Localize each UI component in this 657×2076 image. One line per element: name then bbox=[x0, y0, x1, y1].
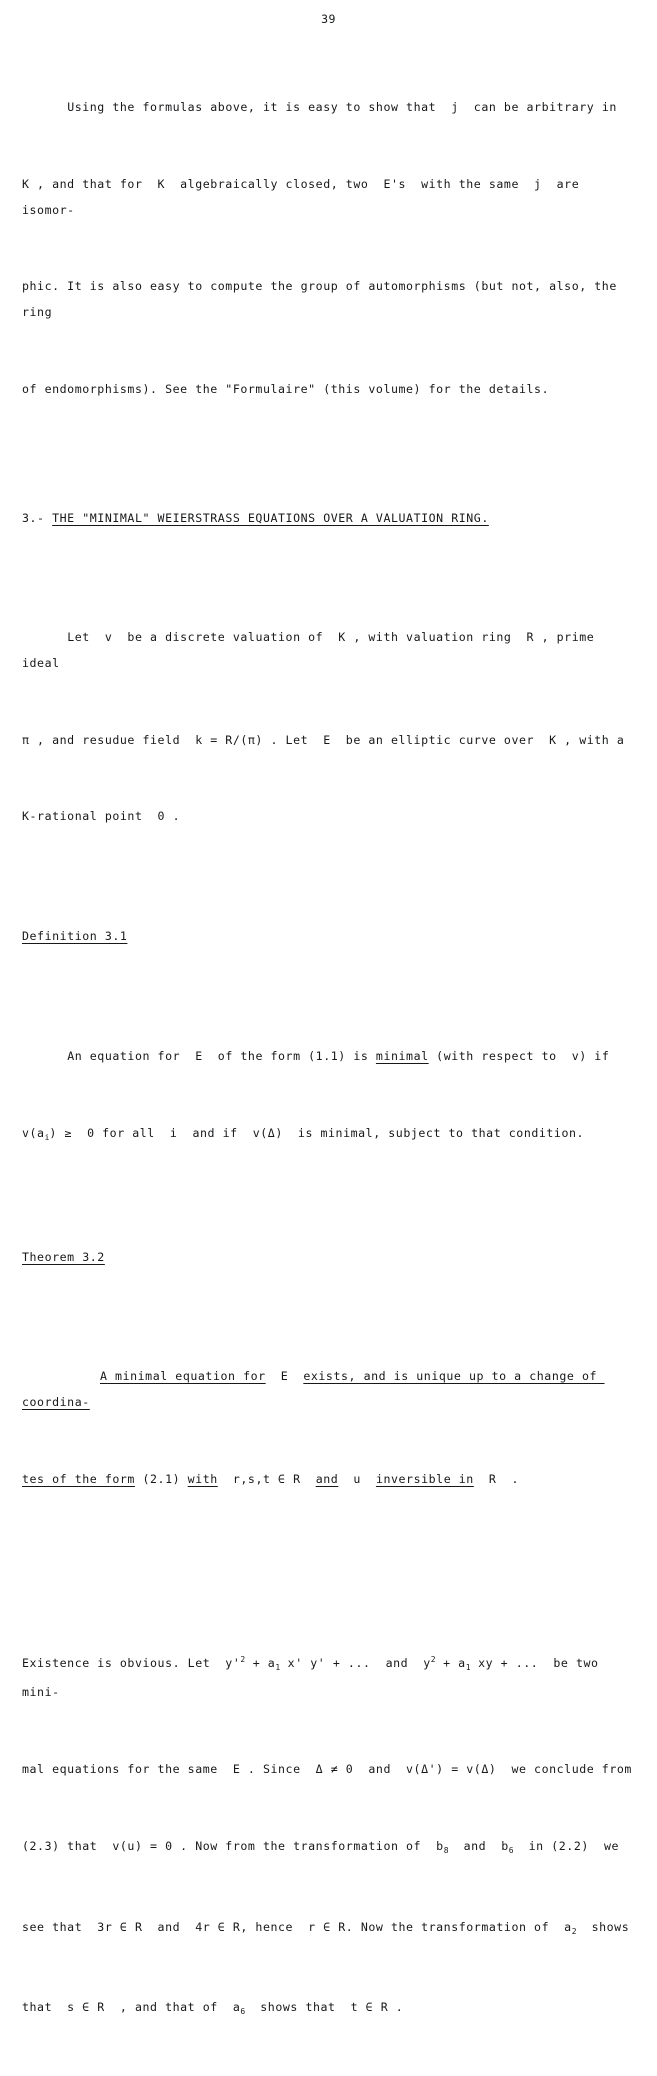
theorem-line-1-ul-2: exists, and is unique up to a change of coordina- bbox=[22, 1369, 605, 1409]
theorem-line-1-ul-1: A minimal equation for bbox=[100, 1369, 266, 1383]
subscript-6-a: 6 bbox=[509, 1846, 514, 1855]
definition-line-1 bbox=[22, 1044, 637, 1070]
proof-line-4-a: see that 3r ∈ R and 4r ∈ R, hence r ∈ R. Now the transformation of a bbox=[22, 1920, 572, 1934]
page-body bbox=[22, 44, 637, 2076]
theorem-line-2-plain-1: (2.1) bbox=[135, 1472, 188, 1486]
definition-line-2-post: ) ≥ 0 for all i and if v(Δ) is minimal, subject to that condition. bbox=[49, 1126, 584, 1140]
proof-body bbox=[22, 1596, 637, 2076]
theorem-label: Theorem 3.2 bbox=[22, 1250, 105, 1264]
definition-label: Definition 3.1 bbox=[22, 929, 127, 943]
subscript-8: 8 bbox=[444, 1846, 449, 1855]
theorem-line-2-ul-2: with bbox=[188, 1472, 218, 1486]
page-number: 39 bbox=[0, 12, 657, 26]
spacer bbox=[22, 950, 637, 980]
spacer bbox=[22, 484, 637, 506]
proof-line-1-a: Existence is obvious. Let y' bbox=[22, 1656, 240, 1670]
proof-line-3-b: and b bbox=[449, 1839, 509, 1853]
theorem-line-1 bbox=[22, 1364, 637, 1415]
proof-line-5-a: that s ∈ R , and that of a bbox=[22, 2000, 240, 2014]
proof-line-1-e: xy + ... be two mini- bbox=[22, 1656, 606, 1700]
section-title: THE "MINIMAL" WEIERSTRASS EQUATIONS OVER A VALUATION RING. bbox=[52, 511, 489, 525]
paragraph-valuation-line-2: π , and resudue field k = R/(π) . Let E be an elliptic curve over K , with a bbox=[22, 728, 637, 754]
theorem-line-2 bbox=[22, 1467, 637, 1493]
theorem-body bbox=[22, 1313, 637, 1543]
theorem-heading bbox=[22, 1245, 637, 1271]
proof-line-1 bbox=[22, 1647, 637, 1706]
spacer bbox=[22, 561, 637, 574]
section-heading-3 bbox=[22, 506, 637, 532]
spacer bbox=[22, 1202, 637, 1232]
document-page bbox=[0, 0, 657, 900]
paragraph-valuation bbox=[22, 574, 637, 881]
definition-minimal-term: minimal bbox=[376, 1049, 429, 1063]
paragraph-intro-line-2: K , and that for K algebraically closed, two E's with the same j are isomor- bbox=[22, 172, 637, 223]
superscript-2-b: 2 bbox=[431, 1655, 436, 1664]
superscript-2-a: 2 bbox=[240, 1655, 245, 1664]
proof-line-2: mal equations for the same E . Since Δ ≠ 0 and v(Δ') = v(Δ) we conclude from bbox=[22, 1757, 637, 1783]
spacer bbox=[22, 531, 637, 561]
definition-heading bbox=[22, 924, 637, 950]
spacer bbox=[22, 1300, 637, 1313]
definition-body bbox=[22, 993, 637, 1202]
paragraph-intro-line-4: of endomorphisms). See the "Formulaire" (this volume) for the details. bbox=[22, 377, 637, 403]
proof-line-1-b: + a bbox=[245, 1656, 275, 1670]
section-number: 3.- bbox=[22, 511, 52, 525]
proof-line-3-a: (2.3) that v(u) = 0 . Now from the transformation of b bbox=[22, 1839, 444, 1853]
theorem-line-2-plain-2: r,s,t ∈ R bbox=[218, 1472, 316, 1486]
paragraph-valuation-line-1: Let v be a discrete valuation of K , with valuation ring R , prime ideal bbox=[22, 625, 637, 676]
paragraph-valuation-line-3: K-rational point 0 . bbox=[22, 804, 637, 830]
paragraph-intro bbox=[22, 44, 637, 454]
proof-line-3 bbox=[22, 1834, 637, 1864]
subscript-1-b: 1 bbox=[466, 1663, 471, 1672]
spacer bbox=[22, 1544, 637, 1574]
spacer bbox=[22, 1574, 637, 1596]
subscript-i: i bbox=[45, 1133, 50, 1142]
theorem-line-2-plain-3: u bbox=[338, 1472, 376, 1486]
spacer bbox=[22, 1270, 637, 1300]
subscript-2: 2 bbox=[572, 1927, 577, 1936]
definition-line-1-post: (with respect to v) if bbox=[429, 1049, 610, 1063]
proof-line-4-b: shows bbox=[577, 1920, 630, 1934]
spacer bbox=[22, 911, 637, 924]
proof-line-3-c: in (2.2) we bbox=[514, 1839, 619, 1853]
definition-line-1-pre: An equation for E of the form (1.1) is bbox=[22, 1049, 376, 1063]
subscript-1-a: 1 bbox=[275, 1663, 280, 1672]
spacer bbox=[22, 454, 637, 484]
proof-line-4 bbox=[22, 1915, 637, 1945]
spacer bbox=[22, 980, 637, 993]
definition-line-2 bbox=[22, 1121, 637, 1151]
theorem-line-2-plain-4: R . bbox=[474, 1472, 519, 1486]
proof-line-5-b: shows that t ∈ R . bbox=[245, 2000, 403, 2014]
subscript-6-b: 6 bbox=[240, 2007, 245, 2016]
spacer bbox=[22, 881, 637, 911]
proof-line-1-c: x' y' + ... and y bbox=[280, 1656, 431, 1670]
theorem-line-2-ul-1: tes of the form bbox=[22, 1472, 135, 1486]
proof-line-1-d: + a bbox=[436, 1656, 466, 1670]
paragraph-intro-line-1: Using the formulas above, it is easy to show that j can be arbitrary in bbox=[22, 95, 637, 121]
theorem-line-1-mid: E bbox=[266, 1369, 304, 1383]
theorem-line-2-ul-3: and bbox=[316, 1472, 339, 1486]
definition-line-2-pre: v(a bbox=[22, 1126, 45, 1140]
proof-line-5 bbox=[22, 1995, 637, 2025]
spacer bbox=[22, 1232, 637, 1245]
theorem-line-2-ul-4: inversible in bbox=[376, 1472, 474, 1486]
paragraph-intro-line-3: phic. It is also easy to compute the group of automorphisms (but not, also, the ring bbox=[22, 274, 637, 325]
